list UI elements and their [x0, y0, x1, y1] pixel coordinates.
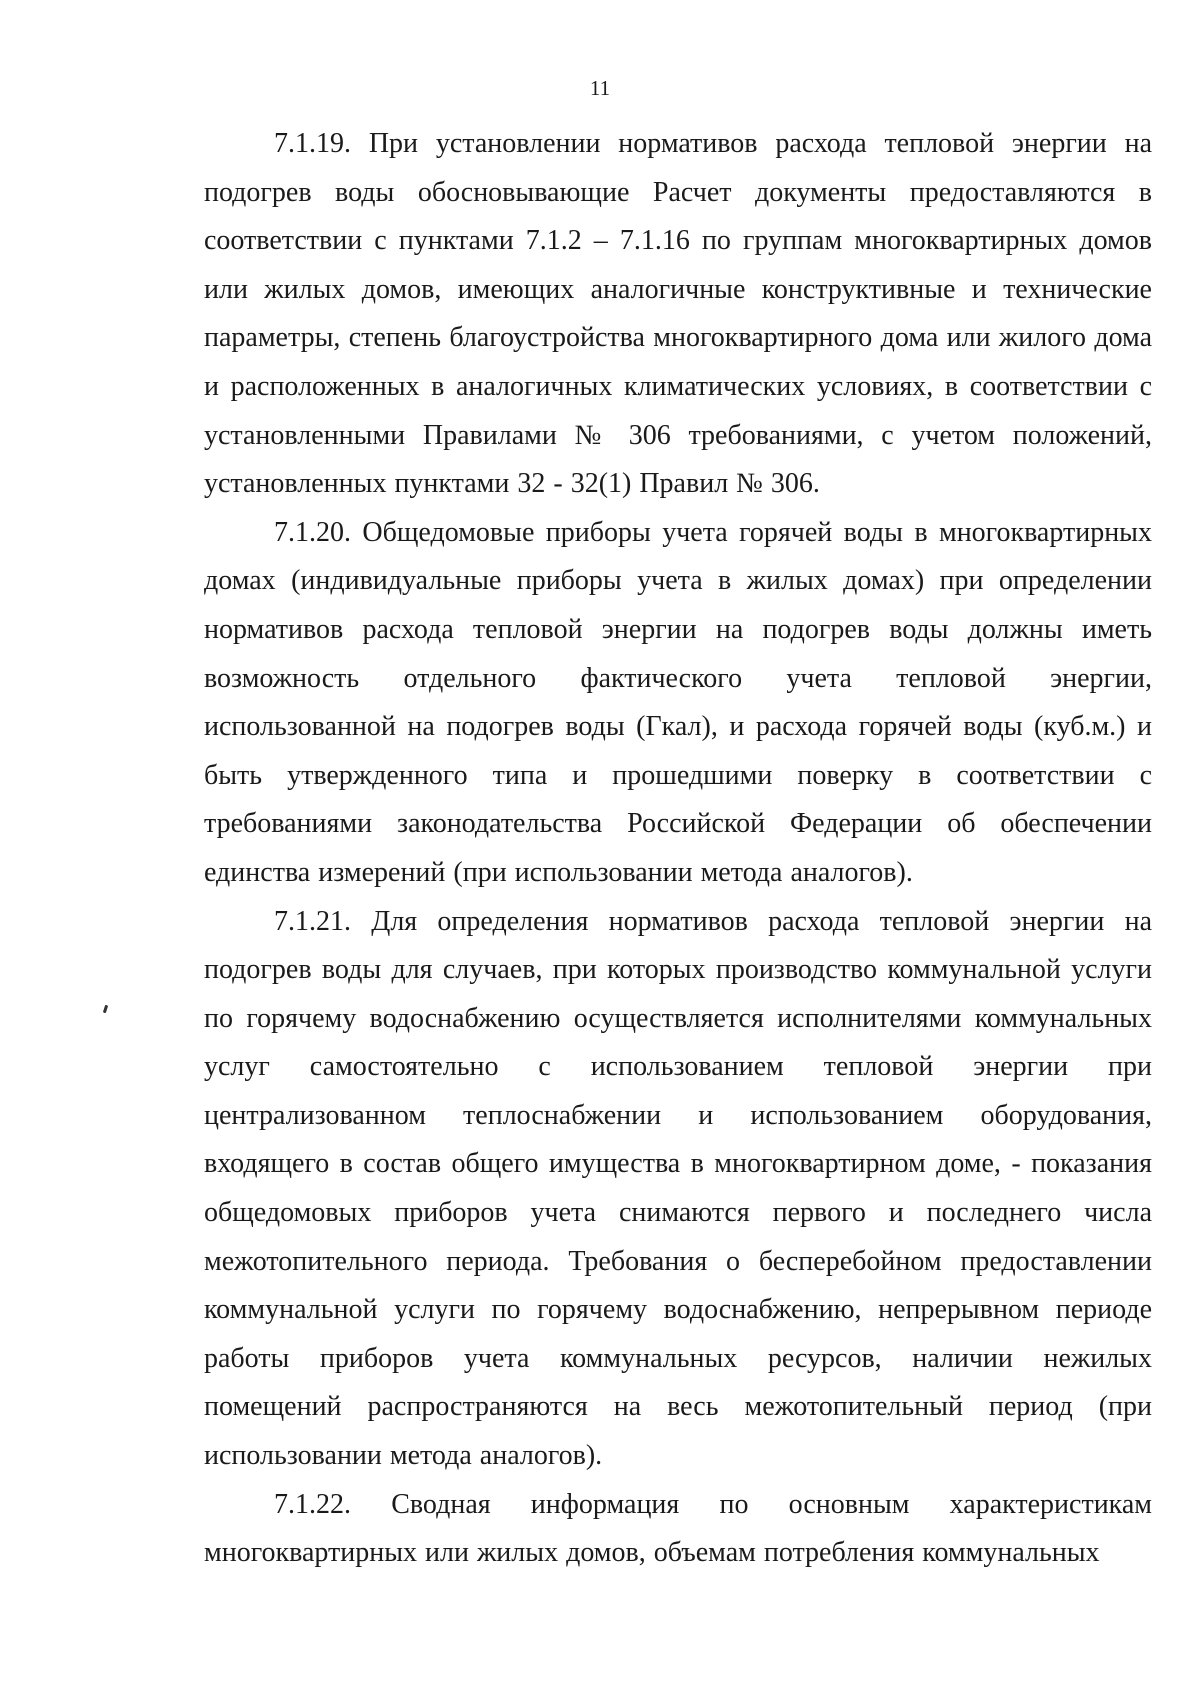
paragraph-text: Для определения нормативов расхода тепловой энергии на подогрев воды для случаев, при которых производство коммунальной услуги по горячему водоснабжению осуществляется исполнителями коммунальных услуг самостоятельно с использованием тепловой энергии при централизованном теплоснабжении и использованием оборудования, входящего в состав общего имущества в многоквартирном доме, - показания общедомовых приборов учета снимаются первого и последнего числа межотопительного периода. Требования о бесперебойном предоставлении коммунальной услуги по горячему водоснабжению, непрерывном периоде работы приборов учета коммунальных ресурсов, наличии нежилых помещений распространяются на весь межотопительный период (при использовании метода аналогов). — [204, 905, 1152, 1472]
paragraph-number: 7.1.20. — [274, 516, 351, 548]
scan-artifact-mark — [103, 1005, 108, 1014]
paragraph-number: 7.1.21. — [274, 905, 351, 937]
document-body — [204, 120, 1152, 1578]
paragraph-7-1-21 — [204, 898, 1152, 1481]
page-number: 11 — [589, 76, 611, 100]
paragraph-text: При установлении нормативов расхода тепловой энергии на подогрев воды обосновывающие Расчет документы предоставляются в соответствии с пунктами 7.1.2 – 7.1.16 по группам многоквартирных домов или жилых домов, имеющих аналогичные конструктивные и технические параметры, степень благоустройства многоквартирного дома или жилого дома и расположенных в аналогичных климатических условиях, в соответствии с установленными Правилами № 306 требованиями, с учетом положений, установленных пунктами 32 - 32(1) Правил № 306. — [204, 128, 1152, 500]
paragraph-text: Общедомовые приборы учета горячей воды в многоквартирных домах (индивидуальные приборы учета в жилых домах) при определении нормативов расхода тепловой энергии на подогрев воды должны иметь возможность отдельного фактического учета тепловой энергии, использованной на подогрев воды (Гкал), и расхода горячей воды (куб.м.) и быть утвержденного типа и прошедшими поверку в соответствии с требованиями законодательства Российской Федерации об обеспечении единства измерений (при использовании метода аналогов). — [204, 516, 1152, 888]
paragraph-number: 7.1.22. — [274, 1488, 351, 1520]
paragraph-text: Сводная информация по основным характеристикам многоквартирных или жилых домов, объемам потребления коммунальных — [204, 1488, 1152, 1569]
paragraph-7-1-20 — [204, 509, 1152, 898]
paragraph-7-1-22 — [204, 1481, 1152, 1578]
paragraph-number: 7.1.19. — [274, 128, 351, 159]
paragraph-7-1-19 — [204, 120, 1152, 509]
